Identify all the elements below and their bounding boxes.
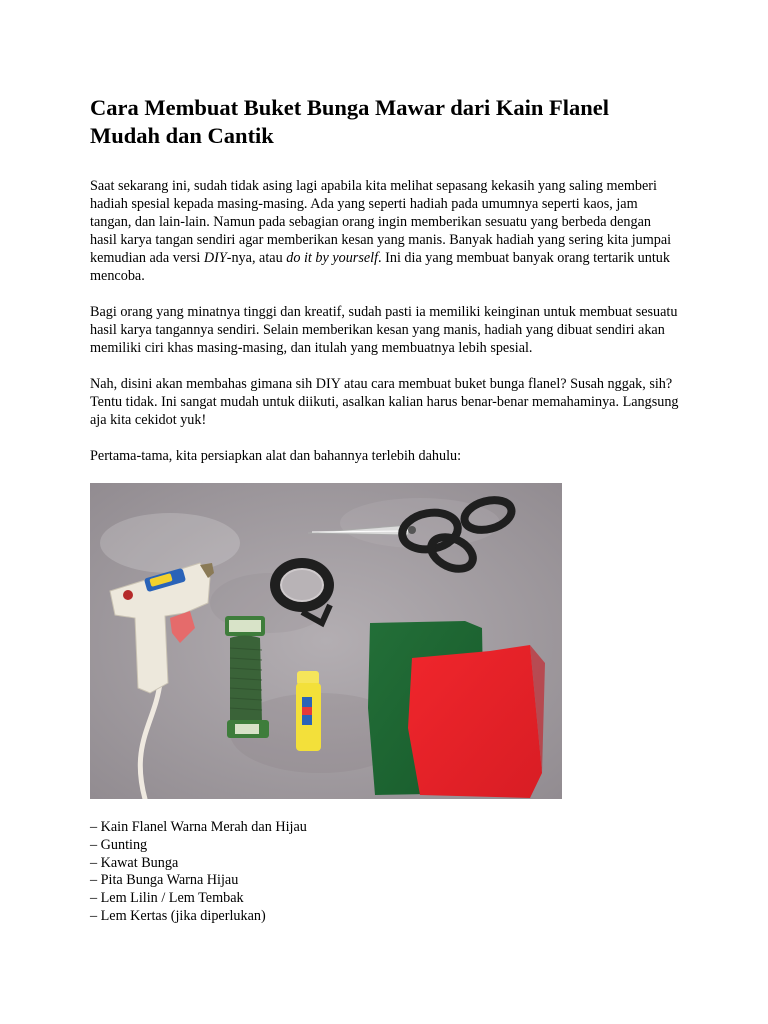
- paragraph-materials-intro: Pertama-tama, kita persiapkan alat dan bahannya terlebih dahulu:: [90, 448, 462, 464]
- glue-stick: [296, 671, 321, 751]
- intro-italic-diy-full: do it by yourself: [286, 250, 379, 266]
- list-item: – Gunting: [90, 836, 148, 853]
- list-item: – Kain Flanel Warna Merah dan Hijau: [90, 819, 307, 835]
- paragraph-intro: [90, 177, 680, 285]
- intro-text-1: Saat sekarang ini, sudah tidak asing lagi apabila kita melihat sepasang kekasih yang saling memberi hadiah spesial kepada masing-masing. Ada yang seperti hadiah pada umumnya seperti kaos, jam tangan, dan lain-lain. Namun pada sebagian orang ingin memberikan sesuatu yang berbeda dengan hasil karya tangan sendiri agar memberikan kesan yang manis. Banyak hadiah yang sering kita jumpai kemudian ada versi: [90, 178, 672, 266]
- materials-list: [90, 819, 680, 926]
- intro-italic-diy: DIY: [203, 250, 227, 266]
- red-felt: [408, 645, 542, 798]
- intro-text-2: -nya, atau: [226, 250, 287, 266]
- paragraph-how-to: Nah, disini akan membahas gimana sih DIY atau cara membuat buket bunga flanel? Susah nggak, sih? Tentu tidak. Ini sangat mudah untuk diikuti, asalkan kalian harus benar-benar memahaminya. Langsung aja kita cekidot yuk!: [90, 376, 679, 428]
- materials-photo: [90, 483, 562, 799]
- list-item: – Kawat Bunga: [90, 854, 179, 871]
- list-item: – Pita Bunga Warna Hijau: [90, 872, 239, 889]
- list-item: – Lem Kertas (jika diperlukan): [90, 907, 266, 924]
- article-title: Cara Membuat Buket Bunga Mawar dari Kain Flanel Mudah dan Cantik: [90, 95, 609, 148]
- article: [90, 94, 680, 926]
- paragraph-creative: Bagi orang yang minatnya tinggi dan kreatif, sudah pasti ia memiliki keinginan untuk membuat sesuatu hasil karya tangannya sendiri. Selain memberikan kesan yang manis, hadiah yang dibuat sendiri akan memiliki ciri khas masing-masing, dan itulah yang membuatnya lebih spesial.: [90, 304, 678, 356]
- intro-text-3: . Ini dia yang membuat banyak orang tertarik untuk mencoba.: [90, 250, 670, 284]
- list-item: – Lem Lilin / Lem Tembak: [90, 890, 244, 907]
